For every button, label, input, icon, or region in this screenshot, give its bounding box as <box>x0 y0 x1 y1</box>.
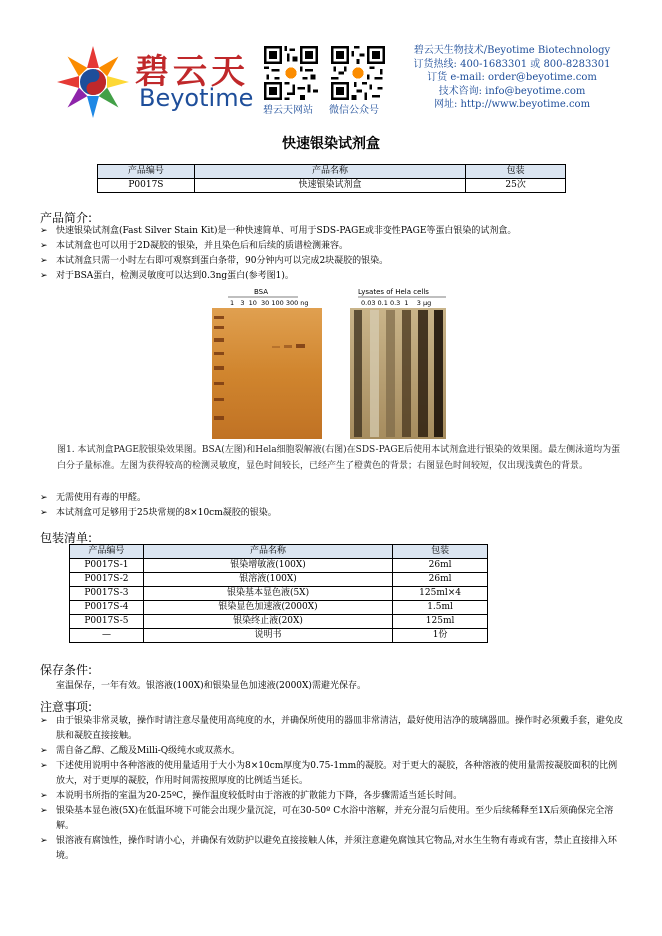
table-cell: 1份 <box>393 629 488 643</box>
table-row <box>98 179 566 193</box>
table-row <box>70 587 488 601</box>
list-item: ➢ 银染基本显色液(5X)在低温环境下可能会出现少量沉淀，可在30-50º C水浴中溶解，并充分混匀后使用。至少后续稀释至1X后须确保完全溶解。 <box>40 806 614 831</box>
table-header-cell: 产品编号 <box>98 165 195 179</box>
website-qr-code-icon <box>264 46 318 100</box>
table-cell: P0017S-4 <box>70 601 144 615</box>
silver-stain-gel-figure <box>210 286 450 439</box>
table-cell: 银染增敏液(100X) <box>143 559 392 573</box>
section-heading-intro: 产品简介: <box>40 211 93 225</box>
arrow-bullet-icon: ➢ <box>40 746 48 756</box>
figure-caption: 图1. 本试剂盒PAGE胶银染效果图。BSA(左图)和Hela细胞裂解液(右图)在SDS-PAGE后使用本试剂盒进行银染的效果图。最左侧泳道均为蛋白分子量标准。左图为获得较高的检测灵敏度，显色时间较长，已经产生了橙黄色的背景；右图显色时间较短，仅出现浅黄色的背景。 <box>57 445 621 471</box>
storage-text: 室温保存，一年有效。银溶液(100X)和银染显色加速液(2000X)需避光保存。 <box>56 681 366 691</box>
company-name: 碧云天生物技术/Beyotime Biotechnology <box>413 45 611 56</box>
table-cell: 快速银染试剂盒 <box>194 179 465 193</box>
list-item: ➢ 本试剂盒可足够用于25块常规的8×10cm凝胶的银染。 <box>40 506 625 521</box>
list-item: ➢ 本试剂盒也可以用于2D凝胶的银染，并且染色后和后续的质谱检测兼容。 <box>40 239 625 254</box>
table-header-cell: 产品名称 <box>194 165 465 179</box>
wechat-qr-code-icon <box>331 46 385 100</box>
list-item: ➢ 本说明书所指的室温为20-25ºC，操作温度较低时由于溶液的扩散能力下降，各步骤需适当延长时间。 <box>40 789 625 804</box>
hela-lane-labels: 0.03 0.1 0.3 1 3 μg <box>361 299 432 307</box>
table-cell: 银染基本显色液(5X) <box>143 587 392 601</box>
table-header-cell: 包装 <box>393 545 488 559</box>
list-item: ➢ 本试剂盒只需一小时左右即可观察到蛋白条带，90分钟内可以完成2块凝胶的银染。 <box>40 254 625 269</box>
packing-table <box>69 544 488 643</box>
table-cell: P0017S-5 <box>70 615 144 629</box>
table-row <box>70 559 488 573</box>
arrow-bullet-icon: ➢ <box>40 226 48 236</box>
table-header-row <box>70 545 488 559</box>
arrow-bullet-icon: ➢ <box>40 508 48 518</box>
intro-list-continued <box>40 491 625 521</box>
list-item: ➢ 下述使用说明中各种溶液的使用量适用于大小为8×10cm厚度为0.75-1mm的凝胶。对于更大的凝胶，各种溶液的使用量需按凝胶面积的比例放大，对于更厚的凝胶，作用时间需按照厚度的比例适当延长。 <box>40 761 618 786</box>
table-header-cell: 产品名称 <box>143 545 392 559</box>
intro-list <box>40 224 625 284</box>
wechat-qr-caption: 微信公众号 <box>329 105 379 116</box>
hela-label: Lysates of Hela cells <box>358 288 429 296</box>
arrow-bullet-icon: ➢ <box>40 761 48 771</box>
table-cell: — <box>70 629 144 643</box>
contact-info <box>392 44 632 112</box>
arrow-bullet-icon: ➢ <box>40 806 48 816</box>
hela-gel <box>350 308 446 439</box>
arrow-bullet-icon: ➢ <box>40 836 48 846</box>
table-cell: 25次 <box>466 179 566 193</box>
list-item: ➢ 对于BSA蛋白，检测灵敏度可以达到0.3ng蛋白(参考图1)。 <box>40 269 625 284</box>
brand-name-en: Beyotime <box>139 84 254 112</box>
order-hotline: 订货热线: 400-1683301 或 800-8283301 <box>413 58 611 70</box>
list-item: ➢ 快速银染试剂盒(Fast Silver Stain Kit)是一种快速简单、可用于SDS-PAGE或非变性PAGE等蛋白银染的试剂盒。 <box>40 224 625 239</box>
table-row <box>70 629 488 643</box>
page-title: 快速银染试剂盒 <box>282 136 380 152</box>
brand-name-cn: 碧云天 <box>135 52 249 92</box>
table-cell: 26ml <box>393 559 488 573</box>
list-item: ➢ 银溶液有腐蚀性，操作时请小心，并确保有效防护以避免直接接触人体，并须注意避免腐蚀其它物品,对水生生物有毒或有害，禁止直接排入环境。 <box>40 836 617 861</box>
website-qr-caption: 碧云天网站 <box>263 105 313 116</box>
arrow-bullet-icon: ➢ <box>40 716 48 726</box>
table-cell: P0017S-1 <box>70 559 144 573</box>
list-item: ➢ 无需使用有毒的甲醛。 <box>40 491 625 506</box>
bsa-lane-labels: 1 3 10 30 100 300 ng <box>230 299 309 307</box>
section-heading-storage: 保存条件: <box>40 663 93 677</box>
table-cell: 26ml <box>393 573 488 587</box>
table-cell: 说明书 <box>143 629 392 643</box>
beyotime-logo-icon <box>55 44 131 120</box>
order-email[interactable]: 订货 e-mail: order@beyotime.com <box>427 72 597 83</box>
table-cell: 1.5ml <box>393 601 488 615</box>
table-cell: P0017S-3 <box>70 587 144 601</box>
notes-list <box>40 714 625 864</box>
list-item: ➢ 由于银染非常灵敏，操作时请注意尽量使用高纯度的水，并确保所使用的器皿非常清洁，最好使用洁净的玻璃器皿。操作时必须戴手套，避免皮肤和凝胶直接接触。 <box>40 716 624 741</box>
list-item: ➢ 需自备乙醇、乙酸及Milli-Q级纯水或双蒸水。 <box>40 744 625 759</box>
section-heading-notes: 注意事项: <box>40 700 93 714</box>
table-cell: 银溶液(100X) <box>143 573 392 587</box>
table-header-cell: 产品编号 <box>70 545 144 559</box>
table-row <box>70 601 488 615</box>
table-row <box>70 573 488 587</box>
arrow-bullet-icon: ➢ <box>40 241 48 251</box>
arrow-bullet-icon: ➢ <box>40 256 48 266</box>
arrow-bullet-icon: ➢ <box>40 493 48 503</box>
table-cell: 银染终止液(20X) <box>143 615 392 629</box>
product-table <box>97 164 566 193</box>
arrow-bullet-icon: ➢ <box>40 791 48 801</box>
website-link[interactable]: 网址: http://www.beyotime.com <box>433 99 591 110</box>
table-cell: P0017S-2 <box>70 573 144 587</box>
tech-support-email[interactable]: 技术咨询: info@beyotime.com <box>438 85 586 97</box>
bsa-gel <box>212 308 322 439</box>
table-header-cell: 包装 <box>466 165 566 179</box>
table-cell: P0017S <box>98 179 195 193</box>
table-cell: 银染显色加速液(2000X) <box>143 601 392 615</box>
section-heading-packing: 包装清单: <box>40 531 93 545</box>
table-header-row <box>98 165 566 179</box>
arrow-bullet-icon: ➢ <box>40 271 48 281</box>
table-row <box>70 615 488 629</box>
table-cell: 125ml <box>393 615 488 629</box>
table-cell: 125ml×4 <box>393 587 488 601</box>
bsa-label: BSA <box>254 288 269 296</box>
